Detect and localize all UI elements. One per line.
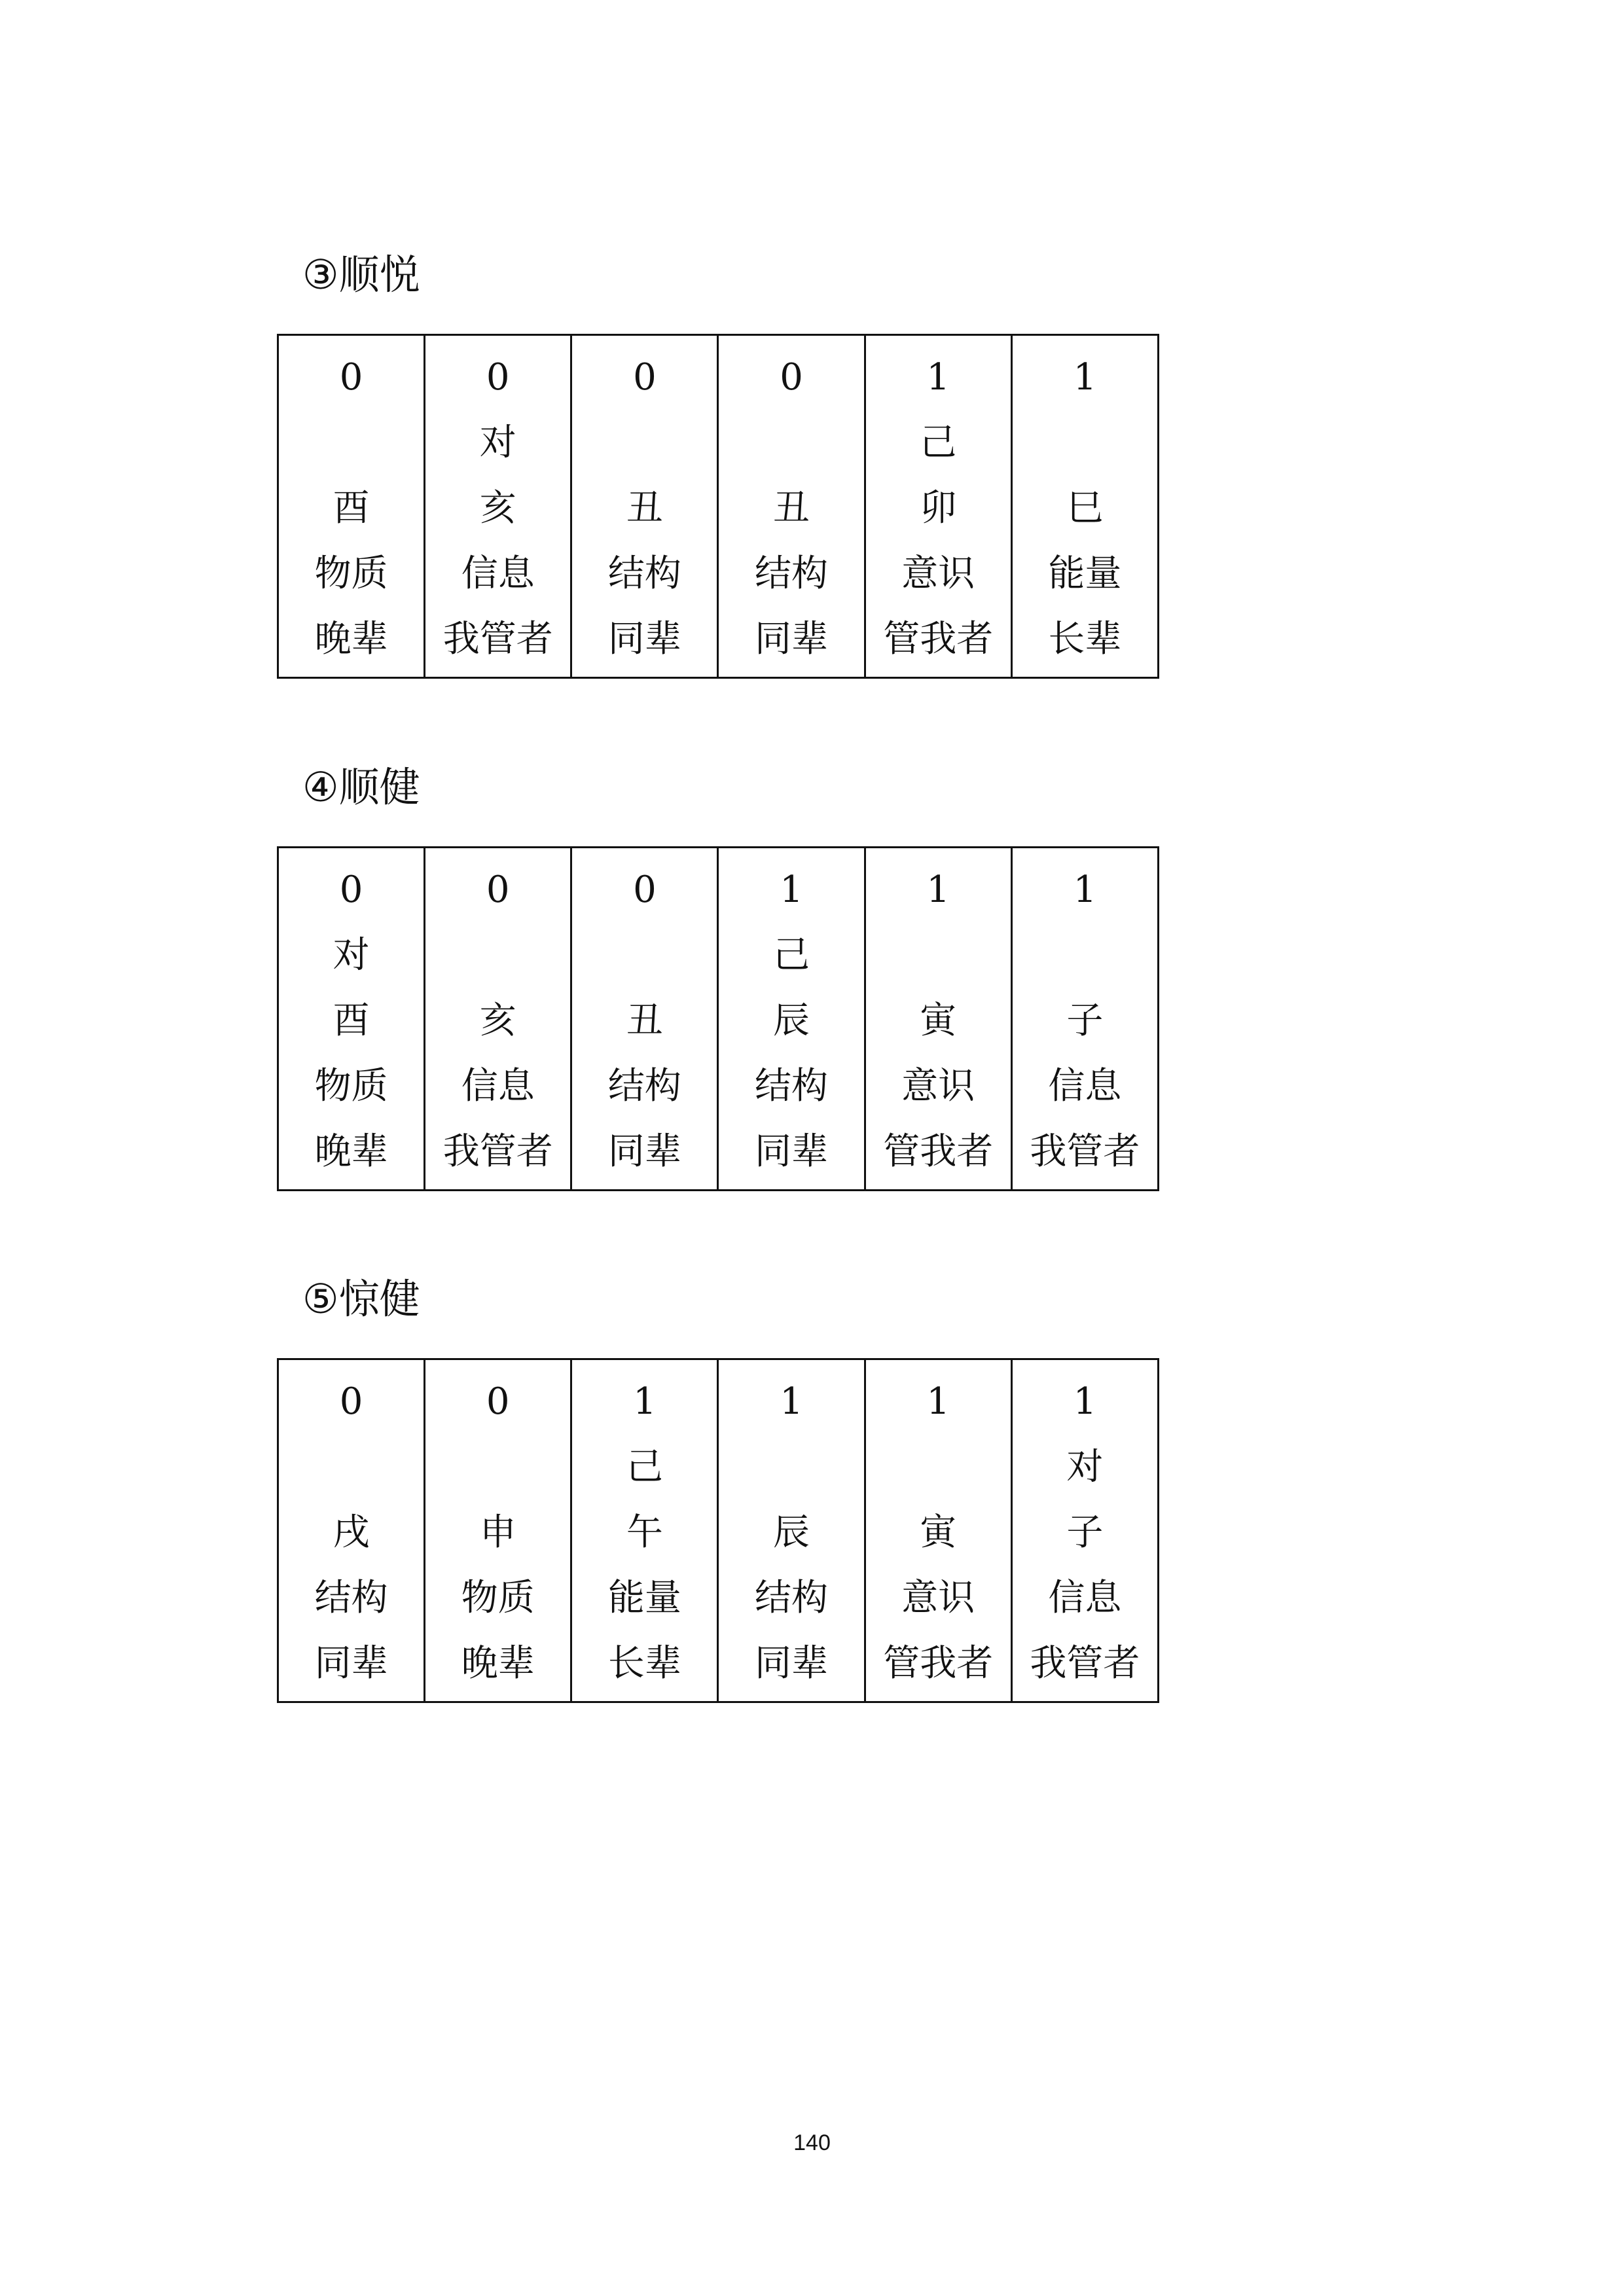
cell-relation: 对 bbox=[333, 934, 370, 977]
cell-element: 能量 bbox=[607, 1577, 681, 1619]
cell-branch: 丑 bbox=[626, 999, 663, 1042]
cell-role: 管我者 bbox=[883, 1130, 994, 1173]
cell-bit: 1 bbox=[926, 356, 950, 399]
hexagram-table bbox=[277, 846, 1159, 1191]
cell-bit: 0 bbox=[633, 869, 657, 911]
cell-relation bbox=[279, 410, 424, 476]
cell-bit: 1 bbox=[780, 1380, 803, 1423]
hexagram-table bbox=[277, 334, 1159, 679]
cell-bit: 1 bbox=[1073, 1380, 1097, 1423]
cell-branch: 丑 bbox=[773, 487, 810, 529]
cell-branch: 子 bbox=[1066, 999, 1104, 1042]
cell-role: 晚辈 bbox=[314, 1130, 388, 1173]
cell-element: 结构 bbox=[314, 1577, 388, 1619]
cell-element: 能量 bbox=[1048, 552, 1122, 595]
cell-relation: 己 bbox=[920, 422, 957, 464]
cell-bit: 1 bbox=[780, 869, 803, 911]
cell-relation bbox=[572, 410, 717, 476]
section-title: ④顺健 bbox=[302, 763, 420, 811]
cell-role: 我管者 bbox=[442, 1130, 553, 1173]
cell-bit: 0 bbox=[486, 869, 510, 911]
cell-relation bbox=[866, 923, 1011, 988]
page-number: 140 bbox=[793, 2130, 831, 2155]
table-cell bbox=[865, 1359, 1011, 1702]
table-cell bbox=[425, 335, 571, 678]
cell-relation bbox=[866, 1435, 1011, 1500]
cell-relation bbox=[719, 1435, 863, 1500]
cell-element: 意识 bbox=[901, 1065, 975, 1107]
table-cell bbox=[425, 848, 571, 1191]
cell-relation bbox=[425, 1435, 570, 1500]
cell-branch: 酉 bbox=[333, 487, 370, 529]
table-row bbox=[278, 335, 1159, 678]
cell-role: 晚辈 bbox=[461, 1642, 535, 1685]
table-cell bbox=[278, 335, 425, 678]
cell-element: 信息 bbox=[461, 1065, 535, 1107]
cell-element: 信息 bbox=[1048, 1065, 1122, 1107]
cell-branch: 酉 bbox=[333, 999, 370, 1042]
hexagram-table bbox=[277, 1358, 1159, 1703]
cell-branch: 寅 bbox=[920, 1511, 957, 1554]
cell-relation: 对 bbox=[1066, 1446, 1104, 1488]
cell-branch: 丑 bbox=[626, 487, 663, 529]
cell-role: 管我者 bbox=[883, 618, 994, 660]
cell-element: 结构 bbox=[755, 552, 829, 595]
cell-branch: 戌 bbox=[333, 1511, 370, 1554]
table-cell bbox=[1011, 848, 1158, 1191]
table-cell bbox=[278, 1359, 425, 1702]
table-cell bbox=[571, 848, 718, 1191]
table-cell bbox=[718, 1359, 865, 1702]
cell-bit: 0 bbox=[486, 1380, 510, 1423]
cell-relation bbox=[279, 1435, 424, 1500]
table-row bbox=[278, 848, 1159, 1191]
cell-relation: 己 bbox=[773, 934, 810, 977]
cell-bit: 0 bbox=[780, 356, 803, 399]
table-cell bbox=[1011, 1359, 1158, 1702]
cell-bit: 1 bbox=[926, 869, 950, 911]
cell-element: 信息 bbox=[461, 552, 535, 595]
cell-branch: 巳 bbox=[1066, 487, 1104, 529]
cell-role: 同辈 bbox=[755, 618, 829, 660]
cell-bit: 1 bbox=[1073, 869, 1097, 911]
table-cell bbox=[865, 848, 1011, 1191]
cell-branch: 卯 bbox=[920, 487, 957, 529]
cell-element: 结构 bbox=[755, 1577, 829, 1619]
cell-role: 长辈 bbox=[607, 1642, 681, 1685]
cell-relation: 对 bbox=[479, 422, 516, 464]
cell-element: 结构 bbox=[607, 552, 681, 595]
cell-role: 同辈 bbox=[755, 1130, 829, 1173]
cell-role: 晚辈 bbox=[314, 618, 388, 660]
table-cell bbox=[865, 335, 1011, 678]
cell-element: 结构 bbox=[607, 1065, 681, 1107]
cell-relation bbox=[425, 923, 570, 988]
cell-element: 物质 bbox=[314, 1065, 388, 1107]
table-row bbox=[278, 1359, 1159, 1702]
cell-element: 物质 bbox=[314, 552, 388, 595]
table-cell bbox=[571, 1359, 718, 1702]
cell-element: 物质 bbox=[461, 1577, 535, 1619]
table-cell bbox=[718, 848, 865, 1191]
cell-role: 长辈 bbox=[1048, 618, 1122, 660]
cell-bit: 0 bbox=[339, 1380, 363, 1423]
section-title: ⑤惊健 bbox=[302, 1275, 420, 1323]
table-cell bbox=[718, 335, 865, 678]
table-cell bbox=[425, 1359, 571, 1702]
cell-bit: 1 bbox=[1073, 356, 1097, 399]
cell-role: 同辈 bbox=[314, 1642, 388, 1685]
table-cell bbox=[1011, 335, 1158, 678]
cell-element: 结构 bbox=[755, 1065, 829, 1107]
cell-bit: 1 bbox=[926, 1380, 950, 1423]
cell-role: 我管者 bbox=[1030, 1642, 1140, 1685]
cell-bit: 0 bbox=[339, 869, 363, 911]
cell-relation bbox=[1013, 410, 1157, 476]
cell-branch: 寅 bbox=[920, 999, 957, 1042]
cell-relation bbox=[719, 410, 863, 476]
cell-role: 我管者 bbox=[442, 618, 553, 660]
cell-bit: 0 bbox=[486, 356, 510, 399]
cell-role: 同辈 bbox=[607, 618, 681, 660]
cell-element: 意识 bbox=[901, 1577, 975, 1619]
cell-bit: 0 bbox=[633, 356, 657, 399]
cell-bit: 1 bbox=[633, 1380, 657, 1423]
cell-role: 管我者 bbox=[883, 1642, 994, 1685]
cell-branch: 午 bbox=[626, 1511, 663, 1554]
cell-role: 我管者 bbox=[1030, 1130, 1140, 1173]
table-cell bbox=[278, 848, 425, 1191]
cell-branch: 申 bbox=[479, 1511, 516, 1554]
cell-element: 信息 bbox=[1048, 1577, 1122, 1619]
cell-relation: 己 bbox=[626, 1446, 663, 1488]
cell-role: 同辈 bbox=[755, 1642, 829, 1685]
cell-relation bbox=[572, 923, 717, 988]
cell-element: 意识 bbox=[901, 552, 975, 595]
cell-bit: 0 bbox=[339, 356, 363, 399]
section-title: ③顺悦 bbox=[302, 251, 420, 298]
cell-branch: 辰 bbox=[773, 999, 810, 1042]
cell-relation bbox=[1013, 923, 1157, 988]
cell-branch: 亥 bbox=[479, 487, 516, 529]
table-cell bbox=[571, 335, 718, 678]
cell-branch: 亥 bbox=[479, 999, 516, 1042]
cell-branch: 子 bbox=[1066, 1511, 1104, 1554]
cell-role: 同辈 bbox=[607, 1130, 681, 1173]
cell-branch: 辰 bbox=[773, 1511, 810, 1554]
